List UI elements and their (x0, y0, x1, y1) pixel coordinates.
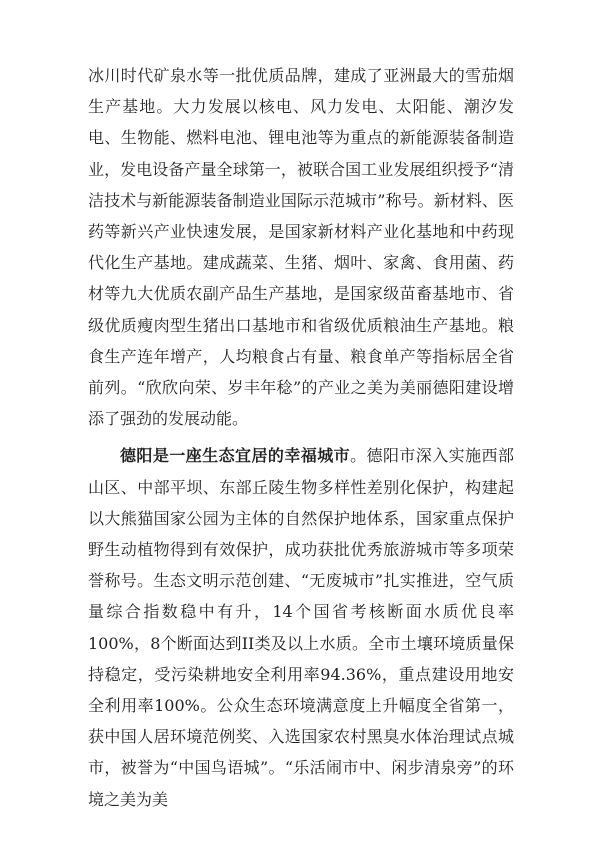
document-page (88, 60, 514, 815)
paragraph-lead-heading: 德阳是一座生态宜居的幸福城市 (120, 446, 351, 466)
paragraph-ecology (88, 440, 514, 814)
paragraph-body-text: 。德阳市深入实施西部山区、中部平坝、东部丘陵生物多样性差别化保护，构建起以大熊猫国家公园为主体的自然保护地体系，国家重点保护野生动植物得到有效保护，成功获批优秀旅游城市等多项荣誉称号。生态文明示范创建、“无废城市”扎实推进，空气质量综合指数稳中有升，14个国省考核断面水质优良率100%，8个断面达到II类及以上水质。全市土壤环境质量保持稳定，受污染耕地安全利用率94.36%，重点建设用地安全利用率100%。公众生态环境满意度上升幅度全省第一，获中国人居环境范例奖、入选国家农村黑臭水体治理试点城市，被誉为“中国鸟语城”。“乐活闹市中、闲步清泉旁”的环境之美为美 (88, 446, 514, 809)
paragraph-industry: 冰川时代矿泉水等一批优质品牌，建成了亚洲最大的雪茄烟生产基地。大力发展以核电、风力发电、太阳能、潮汐发电、生物能、燃料电池、锂电池等为重点的新能源装备制造业，发电设备产量全球第一，被联合国工业发展组织授予“清洁技术与新能源装备制造业国际示范城市”称号。新材料、医药等新兴产业快速发展，是国家新材料产业化基地和中药现代化生产基地。建成蔬菜、生猪、烟叶、家禽、食用菌、药材等九大优质农副产品生产基地，是国家级苗畜基地市、省级优质瘦肉型生猪出口基地市和省级优质粮油生产基地。粮食生产连年增产，人均粮食占有量、粮食单产等指标居全省前列。“欣欣向荣、岁丰年稔”的产业之美为美丽德阳建设增添了强劲的发展动能。 (88, 66, 514, 429)
